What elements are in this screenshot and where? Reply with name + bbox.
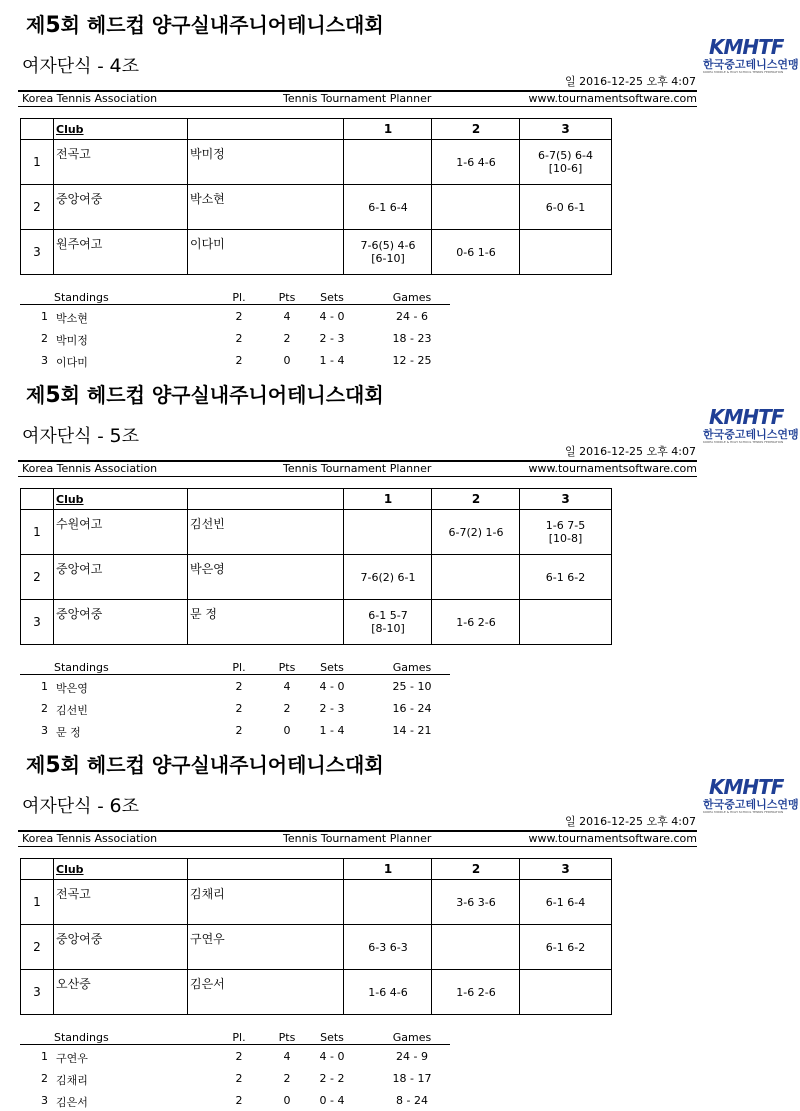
player-cell: 김채리	[187, 880, 344, 924]
player-name: 김은서	[56, 1096, 88, 1109]
num-header	[21, 859, 53, 879]
club-cell: 오산중	[53, 970, 188, 1014]
grid-row	[21, 969, 611, 1014]
standings-row	[20, 697, 450, 719]
self-match-cell	[343, 510, 432, 554]
standings-row	[20, 327, 450, 349]
pts-header: Pts	[278, 661, 296, 674]
score-cell-2: 1-6 4-6	[431, 140, 520, 184]
points: 4	[283, 1050, 291, 1063]
points: 4	[283, 310, 291, 323]
club-header: Club	[53, 119, 187, 139]
standings-label: Standings	[54, 291, 109, 304]
col-1-header: 1	[343, 119, 432, 139]
standings-label: Standings	[54, 661, 109, 674]
score-cell-2: 1-6 2-6	[431, 970, 520, 1014]
col-1-header: 1	[343, 489, 432, 509]
kmhtf-logo	[703, 35, 799, 75]
sets: 4 - 0	[319, 1050, 345, 1063]
games: 16 - 24	[392, 702, 432, 715]
played: 2	[235, 354, 243, 367]
player-cell: 박소현	[187, 185, 344, 229]
group-title: 여자단식 - 5조	[22, 425, 139, 447]
print-datetime: 일 2016-12-25 오후 4:07	[565, 445, 696, 458]
col-3-header: 3	[519, 119, 611, 139]
round-robin-grid	[20, 858, 612, 1015]
games-header: Games	[392, 661, 432, 674]
sets: 4 - 0	[319, 310, 345, 323]
played: 2	[235, 724, 243, 737]
club-cell: 중앙여중	[53, 925, 188, 969]
points: 4	[283, 680, 291, 693]
score-cell-3: 6-1 6-2	[519, 925, 611, 969]
tournament-title: 제5회 헤드컵 양구실내주니어테니스대회	[26, 383, 384, 408]
row-number: 3	[33, 985, 41, 999]
player-name: 구연우	[56, 1052, 88, 1065]
score-cell-1: 7-6(5) 4-6 [6-10]	[343, 230, 432, 274]
self-match-cell	[431, 555, 520, 599]
sets-header: Sets	[320, 661, 344, 674]
games: 18 - 23	[392, 332, 432, 345]
standings-row	[20, 349, 450, 371]
header-rule-bottom	[18, 106, 697, 107]
club-header: Club	[53, 859, 187, 879]
score-cell-2: 3-6 3-6	[431, 880, 520, 924]
standings-row	[20, 1089, 450, 1111]
player-name: 박미정	[56, 334, 88, 347]
grid-row	[21, 879, 611, 924]
played: 2	[235, 332, 243, 345]
pl-header: Pl.	[232, 291, 246, 304]
grid-row	[21, 509, 611, 554]
games: 8 - 24	[396, 1094, 428, 1107]
kmhtf-logo	[703, 405, 799, 445]
col-2-header: 2	[431, 859, 520, 879]
row-number: 2	[33, 200, 41, 214]
score-cell-3: 1-6 7-5 [10-8]	[519, 510, 611, 554]
sets-header: Sets	[320, 291, 344, 304]
games: 12 - 25	[392, 354, 432, 367]
logo-english-name: KOREA MIDDLE & HIGH SCHOOL TENNIS FEDERATION	[703, 440, 784, 444]
score-cell-2: 1-6 2-6	[431, 600, 520, 644]
games-header: Games	[392, 1031, 432, 1044]
logo-english-name: KOREA MIDDLE & HIGH SCHOOL TENNIS FEDERATION	[703, 70, 784, 74]
row-number: 3	[33, 245, 41, 259]
website-link[interactable]: www.tournamentsoftware.com	[528, 462, 697, 475]
sets: 4 - 0	[319, 680, 345, 693]
num-header	[21, 119, 53, 139]
points: 0	[283, 354, 291, 367]
standings-table	[20, 660, 450, 741]
sets: 1 - 4	[319, 354, 345, 367]
games-header: Games	[392, 291, 432, 304]
pl-header: Pl.	[232, 661, 246, 674]
logo-korean-name: 한국중고테니스연맹	[703, 798, 799, 811]
standings-row	[20, 305, 450, 327]
self-match-cell	[519, 600, 611, 644]
logo-korean-name: 한국중고테니스연맹	[703, 428, 799, 441]
grid-row	[21, 229, 611, 274]
games: 25 - 10	[392, 680, 432, 693]
row-number: 1	[33, 895, 41, 909]
points: 0	[283, 724, 291, 737]
logo-mark: KMHTF	[709, 405, 784, 429]
score-cell-1: 6-1 5-7 [8-10]	[343, 600, 432, 644]
logo-mark: KMHTF	[709, 775, 784, 799]
self-match-cell	[519, 970, 611, 1014]
standings-row	[20, 1045, 450, 1067]
grid-row	[21, 924, 611, 969]
grid-header-row	[21, 489, 611, 509]
player-cell: 문 정	[187, 600, 344, 644]
logo-korean-name: 한국중고테니스연맹	[703, 58, 799, 71]
grid-row	[21, 184, 611, 229]
games: 18 - 17	[392, 1072, 432, 1085]
player-header	[187, 489, 344, 509]
pts-header: Pts	[278, 1031, 296, 1044]
planner-name: Tennis Tournament Planner	[283, 462, 432, 475]
player-name: 김채리	[56, 1074, 88, 1087]
num-header	[21, 489, 53, 509]
col-1-header: 1	[343, 859, 432, 879]
logo-mark: KMHTF	[709, 35, 784, 59]
logo-english-name: KOREA MIDDLE & HIGH SCHOOL TENNIS FEDERATION	[703, 810, 784, 814]
played: 2	[235, 702, 243, 715]
played: 2	[235, 680, 243, 693]
pts-header: Pts	[278, 291, 296, 304]
score-cell-1: 6-1 6-4	[343, 185, 432, 229]
website-link[interactable]: www.tournamentsoftware.com	[528, 92, 697, 105]
self-match-cell	[519, 230, 611, 274]
score-cell-2: 6-7(2) 1-6	[431, 510, 520, 554]
player-cell: 구연우	[187, 925, 344, 969]
club-cell: 전곡고	[53, 140, 188, 184]
player-name: 문 정	[56, 726, 81, 739]
self-match-cell	[343, 140, 432, 184]
score-cell-3: 6-1 6-2	[519, 555, 611, 599]
grid-header-row	[21, 859, 611, 879]
standings-header	[20, 290, 450, 305]
played: 2	[235, 1050, 243, 1063]
grid-header-row	[21, 119, 611, 139]
print-datetime: 일 2016-12-25 오후 4:07	[565, 815, 696, 828]
standings-header	[20, 1030, 450, 1045]
games: 24 - 6	[396, 310, 428, 323]
sets: 1 - 4	[319, 724, 345, 737]
score-cell-2: 0-6 1-6	[431, 230, 520, 274]
standings-table	[20, 1030, 450, 1111]
grid-row	[21, 599, 611, 644]
row-number: 2	[33, 940, 41, 954]
rank: 2	[41, 702, 48, 715]
score-cell-1: 1-6 4-6	[343, 970, 432, 1014]
group-title: 여자단식 - 4조	[22, 55, 139, 77]
planner-name: Tennis Tournament Planner	[283, 92, 432, 105]
club-cell: 중앙여고	[53, 555, 188, 599]
pl-header: Pl.	[232, 1031, 246, 1044]
player-cell: 김은서	[187, 970, 344, 1014]
standings-table	[20, 290, 450, 371]
player-cell: 이다미	[187, 230, 344, 274]
player-cell: 박은영	[187, 555, 344, 599]
player-header	[187, 859, 344, 879]
player-name: 김선빈	[56, 704, 88, 717]
score-cell-3: 6-7(5) 6-4 [10-6]	[519, 140, 611, 184]
club-cell: 원주여고	[53, 230, 188, 274]
rank: 1	[41, 310, 48, 323]
rank: 2	[41, 1072, 48, 1085]
row-number: 3	[33, 615, 41, 629]
standings-label: Standings	[54, 1031, 109, 1044]
played: 2	[235, 1072, 243, 1085]
association-name: Korea Tennis Association	[22, 462, 158, 475]
played: 2	[235, 310, 243, 323]
club-cell: 수원여고	[53, 510, 188, 554]
group-section	[0, 370, 800, 740]
standings-header	[20, 660, 450, 675]
tournament-title: 제5회 헤드컵 양구실내주니어테니스대회	[26, 753, 384, 778]
rank: 2	[41, 332, 48, 345]
rank: 3	[41, 354, 48, 367]
games: 14 - 21	[392, 724, 432, 737]
row-number: 2	[33, 570, 41, 584]
header-rule-bottom	[18, 846, 697, 847]
row-number: 1	[33, 155, 41, 169]
website-link[interactable]: www.tournamentsoftware.com	[528, 832, 697, 845]
col-3-header: 3	[519, 859, 611, 879]
player-name: 박은영	[56, 682, 88, 695]
grid-row	[21, 139, 611, 184]
association-name: Korea Tennis Association	[22, 832, 158, 845]
col-2-header: 2	[431, 489, 520, 509]
points: 2	[283, 1072, 291, 1085]
tournament-title: 제5회 헤드컵 양구실내주니어테니스대회	[26, 13, 384, 38]
player-cell: 김선빈	[187, 510, 344, 554]
score-cell-1: 7-6(2) 6-1	[343, 555, 432, 599]
self-match-cell	[431, 925, 520, 969]
group-section	[0, 740, 800, 1110]
print-datetime: 일 2016-12-25 오후 4:07	[565, 75, 696, 88]
games: 24 - 9	[396, 1050, 428, 1063]
standings-row	[20, 1067, 450, 1089]
score-cell-3: 6-1 6-4	[519, 880, 611, 924]
score-cell-1: 6-3 6-3	[343, 925, 432, 969]
standings-row	[20, 675, 450, 697]
points: 2	[283, 702, 291, 715]
association-name: Korea Tennis Association	[22, 92, 158, 105]
rank: 1	[41, 1050, 48, 1063]
rank: 1	[41, 680, 48, 693]
grid-row	[21, 554, 611, 599]
club-cell: 중앙여중	[53, 185, 188, 229]
sets-header: Sets	[320, 1031, 344, 1044]
row-number: 1	[33, 525, 41, 539]
kmhtf-logo	[703, 775, 799, 815]
standings-row	[20, 719, 450, 741]
points: 0	[283, 1094, 291, 1107]
round-robin-grid	[20, 488, 612, 645]
club-cell: 중앙여중	[53, 600, 188, 644]
sets: 0 - 4	[319, 1094, 345, 1107]
sets: 2 - 3	[319, 332, 345, 345]
player-header	[187, 119, 344, 139]
club-cell: 전곡고	[53, 880, 188, 924]
self-match-cell	[431, 185, 520, 229]
sets: 2 - 3	[319, 702, 345, 715]
planner-name: Tennis Tournament Planner	[283, 832, 432, 845]
score-cell-3: 6-0 6-1	[519, 185, 611, 229]
played: 2	[235, 1094, 243, 1107]
rank: 3	[41, 1094, 48, 1107]
club-header: Club	[53, 489, 187, 509]
group-title: 여자단식 - 6조	[22, 795, 139, 817]
player-name: 박소현	[56, 312, 88, 325]
sets: 2 - 2	[319, 1072, 345, 1085]
round-robin-grid	[20, 118, 612, 275]
header-rule-bottom	[18, 476, 697, 477]
rank: 3	[41, 724, 48, 737]
group-section	[0, 0, 800, 370]
points: 2	[283, 332, 291, 345]
col-2-header: 2	[431, 119, 520, 139]
col-3-header: 3	[519, 489, 611, 509]
self-match-cell	[343, 880, 432, 924]
player-name: 이다미	[56, 356, 88, 369]
player-cell: 박미정	[187, 140, 344, 184]
